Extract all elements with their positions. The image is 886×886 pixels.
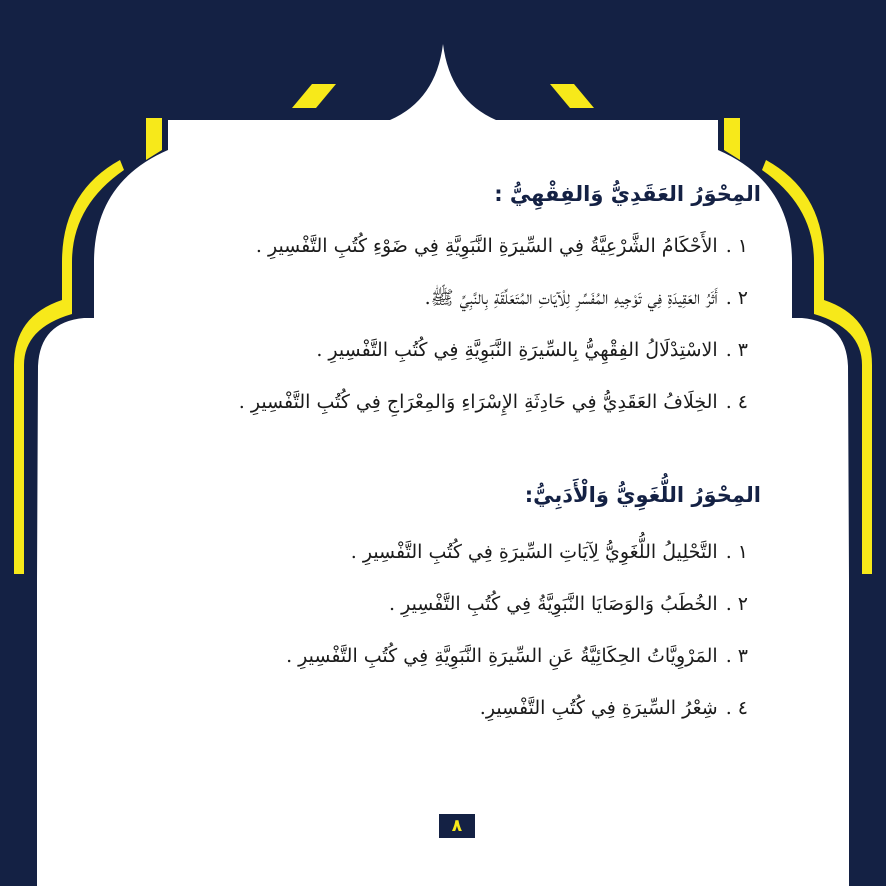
list-item <box>239 220 748 272</box>
section-title-linguistic-literary: المِحْوَرُ اللُّغَوِيُّ وَالْأَدَبِيُّ: <box>524 483 761 507</box>
list-item <box>286 682 748 734</box>
list-item <box>239 272 748 324</box>
item-number: ٣ . <box>725 645 748 667</box>
item-text: المَرْوِيَّاتُ الحِكَائِيَّةُ عَنِ السِّيرَةِ النَّبَوِيَّةِ فِي كُتُبِ التَّفْسِيرِ . <box>286 645 718 667</box>
list-item <box>239 324 748 376</box>
page-number: ٨ <box>439 814 475 838</box>
section1-list <box>239 220 748 428</box>
list-item <box>286 578 748 630</box>
item-number: ١ . <box>725 541 748 563</box>
item-number: ٢ . <box>725 287 748 309</box>
item-text: الاسْتِدْلَالُ الفِقْهِيُّ بِالسِّيرَةِ النَّبَوِيَّةِ فِي كُتُبِ التَّفْسِيرِ . <box>316 339 718 361</box>
section-title-doctrinal-jurisprudential: المِحْوَرُ العَقَدِيُّ وَالفِقْهِيُّ : <box>494 182 761 206</box>
item-number: ٣ . <box>725 339 748 361</box>
list-item <box>286 630 748 682</box>
item-text: الخُطَبُ وَالوَصَايَا النَّبَوِيَّةُ فِي كُتُبِ التَّفْسِيرِ . <box>389 593 718 615</box>
item-text: شِعْرُ السِّيرَةِ فِي كُتُبِ التَّفْسِيرِ. <box>479 697 718 719</box>
item-text: الأَحْكَامُ الشَّرْعِيَّةُ فِي السِّيرَةِ النَّبَوِيَّةِ فِي ضَوْءِ كُتُبِ التَّفْسِيرِ . <box>255 235 718 257</box>
item-text: أَثَرُ العَقِيدَةِ فِي تَوْجِيهِ المُفَسِّرِ لِلْآيَاتِ المُتَعَلِّقَةِ بِالنَّبِيِّ ﷺ. <box>424 287 718 309</box>
item-text: الخِلَافُ العَقَدِيُّ فِي حَادِثَةِ الإِسْرَاءِ وَالمِعْرَاجِ فِي كُتُبِ التَّفْسِيرِ . <box>238 391 718 413</box>
item-text: التَّحْلِيلُ اللُّغَوِيُّ لِآيَاتِ السِّيرَةِ فِي كُتُبِ التَّفْسِيرِ . <box>350 541 718 563</box>
section2-list <box>286 526 748 734</box>
item-number: ٤ . <box>725 697 748 719</box>
item-number: ٤ . <box>725 391 748 413</box>
list-item <box>239 376 748 428</box>
list-item <box>286 526 748 578</box>
item-number: ١ . <box>725 235 748 257</box>
item-number: ٢ . <box>725 593 748 615</box>
